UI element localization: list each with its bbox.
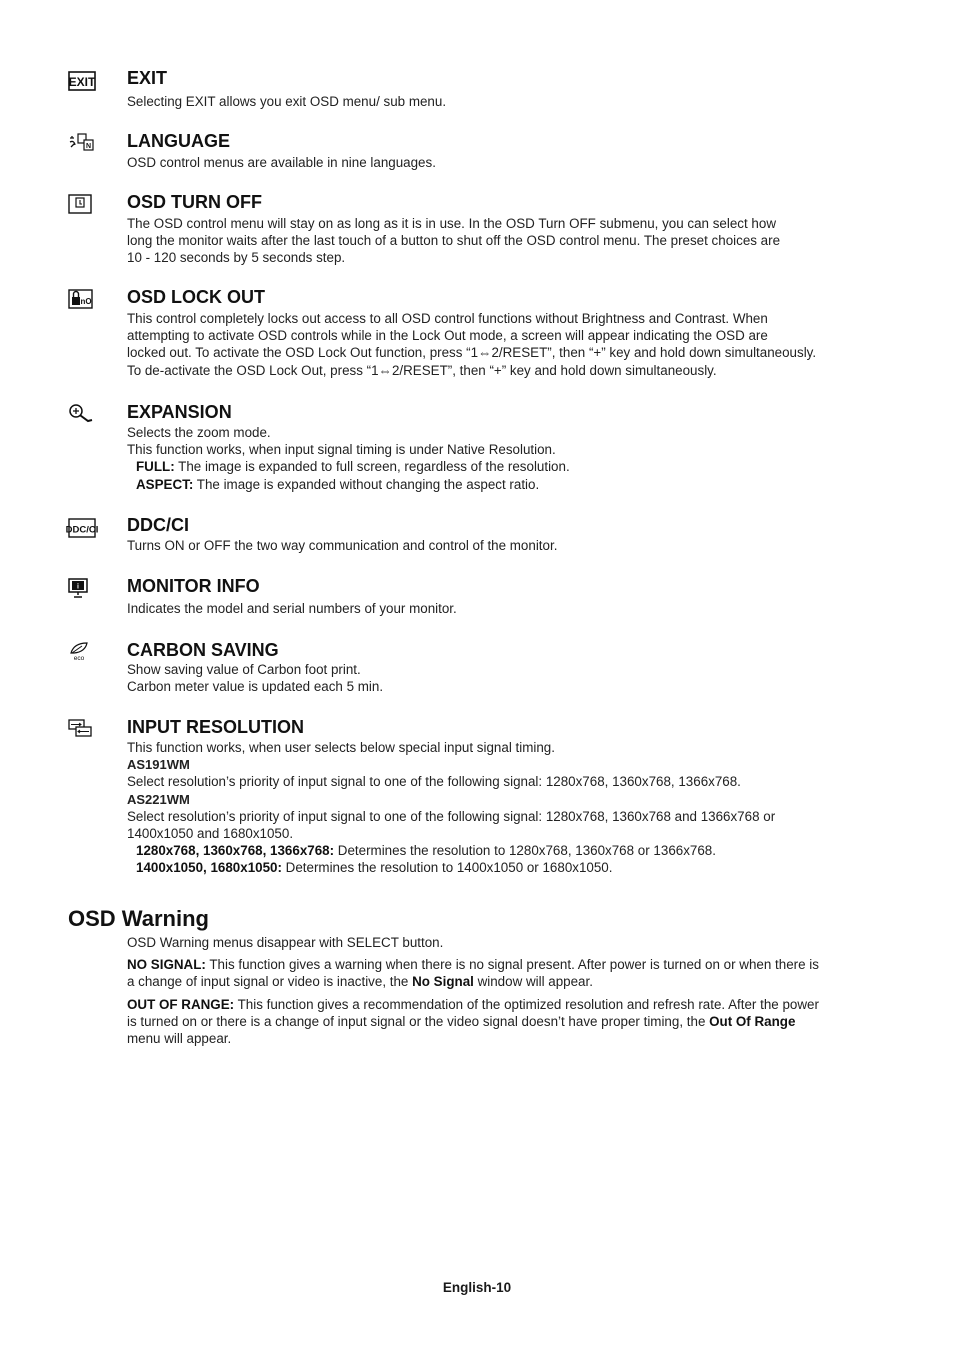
section-title-osd-turn-off: OSD TURN OFF [127, 192, 262, 212]
section-body-language: OSD control menus are available in nine languages. [127, 155, 436, 170]
no-signal-paragraph: NO SIGNAL: This function gives a warning when there is no signal present. After power is turned on or when there is a change of input signal or video is inactive, the No Signal window will appear. [127, 957, 819, 990]
lock-icon [68, 289, 96, 309]
out-of-range-paragraph: OUT OF RANGE: This function gives a recommendation of the optimized resolution and refresh rate. After the power is turned on or there is a change of input signal or the video signal doesn’t have proper timing, the Out Of Range menu will appear. [127, 996, 819, 1047]
section-body-carbon-saving: Show saving value of Carbon foot print. Carbon meter value is updated each 5 min. [127, 662, 384, 695]
page-footer: English-10 [442, 1280, 512, 1295]
svg-text:EXIT: EXIT [68, 75, 96, 89]
exit-icon [68, 71, 96, 91]
section-body-osd-lock-out: This control completely locks out access to all OSD control functions without Brightness and Contrast. When attempting to activate OSD controls while in the Lock Out mode, a screen will appear indicating the OSD are locked out. To activate the OSD Lock Out function, press “1⇔2/RESET”, then “+” key and hold down simultaneously. To de-activate the OSD Lock Out, press “1⇔2/RESET”, then “+” key and hold down simultaneously. [127, 311, 817, 378]
section-body-monitor-info: Indicates the model and serial numbers of your monitor. [127, 601, 457, 616]
section-title-expansion: EXPANSION [127, 402, 232, 422]
model-as221wm-label: AS221WM [127, 791, 190, 807]
svg-text:N: N [85, 143, 92, 150]
input-resolution-icon [68, 718, 96, 738]
section-title-monitor-info: MONITOR INFO [127, 576, 260, 596]
magnifier-icon [68, 403, 96, 423]
section-body-osd-turn-off: The OSD control menu will stay on as long as it is in use. In the OSD Turn OFF submenu, you can select how long the monitor waits after the last touch of a button to shut off the OSD control menu. The preset choices are 10 - 120 seconds by 5 seconds step. [127, 216, 781, 266]
section-title-carbon-saving: CARBON SAVING [127, 640, 279, 660]
svg-text:DDC/CI: DDC/CI [65, 524, 99, 536]
section-title-exit: EXIT [127, 68, 168, 88]
svg-text:i: i [77, 583, 79, 591]
section-title-osd-lock-out: OSD LOCK OUT [127, 287, 265, 307]
section-title-language: LANGUAGE [127, 131, 230, 151]
monitor-info-icon [68, 578, 96, 598]
section-body-input-resolution: This function works, when user selects below special input signal timing. AS191WM Select resolution’s priority of input signal to one of the following signal: 1280x768, 1360x768, 1366x768. AS221WM Select resolution’s priority of input signal to one of the following signal: 1280x768, 1360x768 and 1366x768 or 1400x1050 and 1680x1050. 1280x768, 1360x768, 1366x768: Determines the resolution to 1280x768, 1360x768 or 1366x768. 1400x1050, 1680x1050: Determines the resolution to 1400x1050 or 1680x1050. [127, 739, 892, 877]
osd-turn-off-icon [68, 194, 96, 214]
expansion-full-line: FULL: The image is expanded to full screen, regardless of the resolution. [136, 459, 570, 475]
section-body-exit: Selecting EXIT allows you exit OSD menu/ sub menu. [127, 94, 447, 109]
osd-warning-body: OSD Warning menus disappear with SELECT button. NO SIGNAL: This function gives a warning when there is no signal present. After power is turned on or when there is a change of input signal or video is inactive, the No Signal window will appear. OUT OF RANGE: This function gives a recommendation of the optimized resolution and refresh rate. After the power is turned on or there is a change of input signal or the video signal doesn’t have proper timing, the Out Of Range menu will appear. [127, 934, 892, 1047]
section-title-input-resolution: INPUT RESOLUTION [127, 717, 305, 737]
expansion-aspect-line: ASPECT: The image is expanded without changing the aspect ratio. [136, 476, 540, 492]
section-body-ddc-ci: Turns ON or OFF the two way communication and control of the monitor. [127, 538, 558, 553]
osd-warning-heading: OSD Warning [68, 906, 209, 931]
section-body-expansion: Selects the zoom mode. This function works, when input signal timing is under Native Resolution. FULL: The image is expanded to full screen, regardless of the resolution. ASPECT: The image is expanded without changing the aspect ratio. [127, 424, 892, 493]
ddc-ci-icon [65, 518, 99, 538]
resolution-1050-line: 1400x1050, 1680x1050: Determines the resolution to 1400x1050 or 1680x1050. [136, 860, 613, 876]
resolution-768-line: 1280x768, 1360x768, 1366x768: Determines the resolution to 1280x768, 1360x768 or 1366x768. [136, 843, 716, 859]
eco-leaf-icon [68, 641, 96, 661]
svg-text:nO: nO [80, 297, 92, 306]
model-as191wm-label: AS191WM [127, 757, 190, 773]
section-title-ddc-ci: DDC/CI [127, 515, 189, 535]
svg-text:eco: eco [73, 655, 85, 662]
language-icon [68, 132, 96, 152]
